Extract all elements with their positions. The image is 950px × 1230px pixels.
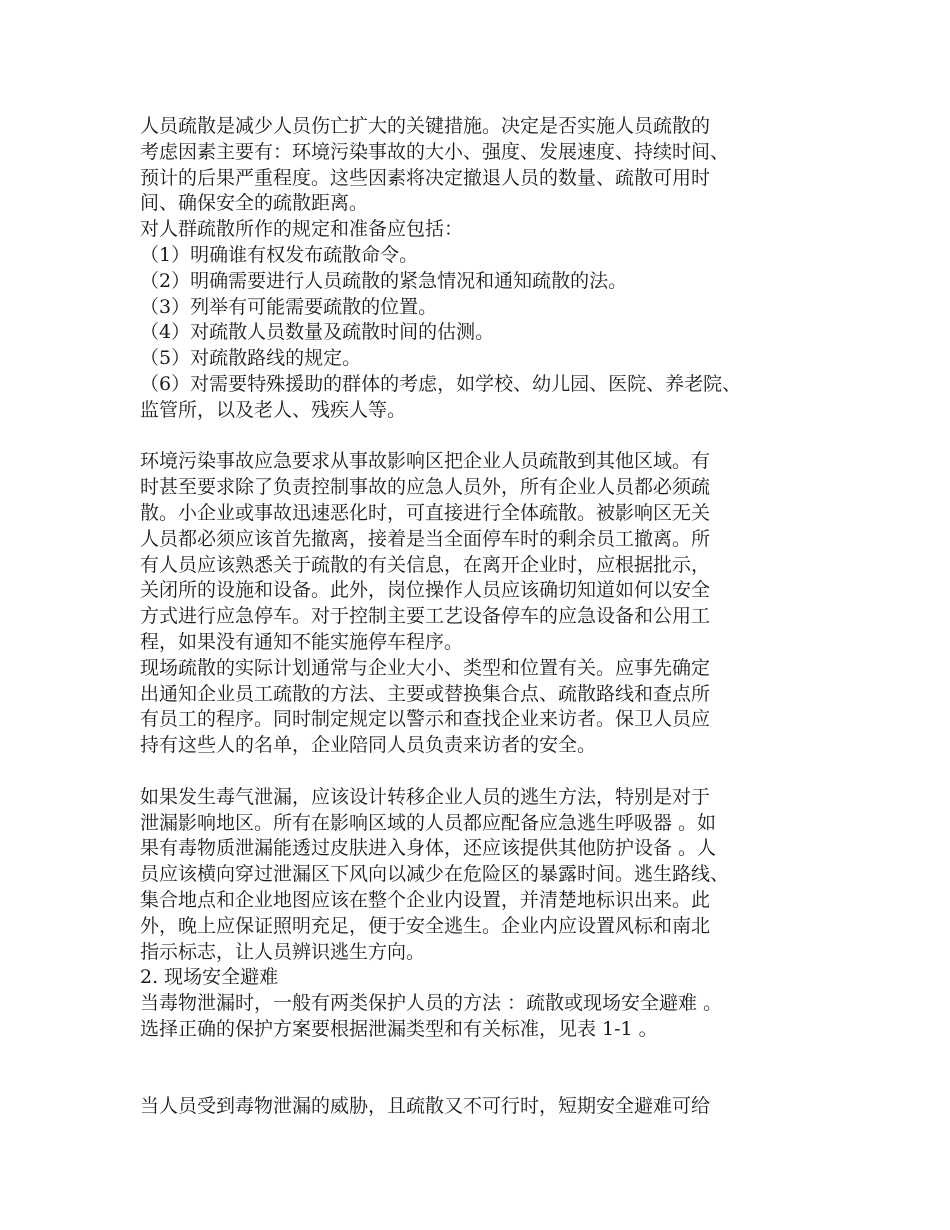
paragraph — [140, 346, 820, 372]
text-line: 如果发生毒气泄漏，应该设计转移企业人员的逃生方法，特别是对于 — [140, 785, 711, 808]
text-line: 持有这些人的名单，企业陪同人员负责来访者的安全。 — [140, 734, 597, 757]
paragraph — [140, 1094, 820, 1120]
text-line: 对人群疏散所作的规定和准备应包括： — [140, 218, 464, 241]
text-line: 泄漏影响地区。所有在影响区域的人员都应配备应急逃生呼吸器 。如 — [140, 811, 717, 834]
paragraph — [140, 965, 820, 991]
text-line: 选择正确的保护方案要根据泄漏类型和有关标准，见表 1-1 。 — [140, 1017, 658, 1040]
text-line: 现场疏散的实际计划通常与企业大小、类型和位置有关。应事先确定 — [140, 656, 711, 679]
text-line: 集合地点和企业地图应该在整个企业内设置，并清楚地标识出来。此 — [140, 888, 711, 911]
text-line: 外，晚上应保证照明充足，便于安全逃生。企业内应设置风标和南北 — [140, 914, 711, 937]
text-line: 有员工的程序。同时制定规定以警示和查找企业来访者。保卫人员应 — [140, 708, 711, 731]
text-line: （4）对疏散人员数量及疏散时间的估测。 — [140, 321, 495, 344]
blank-line — [140, 424, 820, 450]
text-line: 员应该横向穿过泄漏区下风向以减少在危险区的暴露时间。逃生路线、 — [140, 863, 730, 886]
text-line: 预计的后果严重程度。这些因素将决定撤退人员的数量、疏散可用时 — [140, 166, 711, 189]
paragraph — [140, 217, 820, 243]
paragraph — [140, 372, 820, 424]
text-line: 环境污染事故应急要求从事故影响区把企业人员疏散到其他区域。有 — [140, 450, 711, 473]
text-line: 考虑因素主要有：环境污染事故的大小、强度、发展速度、持续时间、 — [140, 140, 730, 163]
text-line: 关闭所的设施和设备。此外，岗位操作人员应该确切知道如何以安全 — [140, 579, 711, 602]
paragraph — [140, 243, 820, 269]
text-line: 散。小企业或事故迅速恶化时，可直接进行全体疏散。被影响区无关 — [140, 501, 711, 524]
text-line: 果有毒物质泄漏能透过皮肤进入身体，还应该提供其他防护设备 。人 — [140, 837, 717, 860]
text-line: 方式进行应急停车。对于控制主要工艺设备停车的应急设备和公用工 — [140, 605, 711, 628]
text-line: 有人员应该熟悉关于疏散的有关信息，在离开企业时，应根据批示， — [140, 553, 711, 576]
paragraph — [140, 785, 820, 966]
paragraph — [140, 295, 820, 321]
paragraph — [140, 320, 820, 346]
text-line: 监管所，以及老人、残疾人等。 — [140, 398, 407, 421]
paragraph — [140, 656, 820, 759]
text-line: （3）列举有可能需要疏散的位置。 — [140, 295, 438, 318]
text-line: 出通知企业员工疏散的方法、主要或替换集合点、疏散路线和查点所 — [140, 682, 711, 705]
text-line: （5）对疏散路线的规定。 — [140, 347, 362, 370]
paragraph — [140, 269, 820, 295]
text-line: 程，如果没有通知不能实施停车程序。 — [140, 630, 464, 653]
paragraph — [140, 449, 820, 655]
document-page — [140, 114, 820, 1120]
blank-line — [140, 759, 820, 785]
text-line: 当人员受到毒物泄漏的威胁，且疏散又不可行时，短期安全避难可给 — [140, 1095, 711, 1118]
text-line: 人员都必须应该首先撤离，接着是当全面停车时的剩余员工撤离。所 — [140, 527, 711, 550]
blank-line — [140, 1043, 820, 1095]
text-line: 2. 现场安全避难 — [140, 966, 279, 989]
text-line: 人员疏散是减少人员伤亡扩大的关键措施。决定是否实施人员疏散的 — [140, 115, 711, 137]
text-line: 间、确保安全的疏散距离。 — [140, 192, 369, 215]
text-line: （6）对需要特殊援助的群体的考虑，如学校、幼儿园、医院、养老院、 — [140, 372, 742, 395]
text-line: 时甚至要求除了负责控制事故的应急人员外，所有企业人员都必须疏 — [140, 476, 711, 499]
text-line: 当毒物泄漏时，一般有两类保护人员的方法 ：疏散或现场安全避难 。 — [140, 992, 723, 1015]
paragraph — [140, 991, 820, 1043]
text-line: （1）明确谁有权发布疏散命令。 — [140, 243, 419, 266]
text-line: （2）明确需要进行人员疏散的紧急情况和通知疏散的法。 — [140, 269, 628, 292]
paragraph — [140, 114, 820, 217]
text-line: 指示标志，让人员辨识逃生方向。 — [140, 940, 426, 963]
